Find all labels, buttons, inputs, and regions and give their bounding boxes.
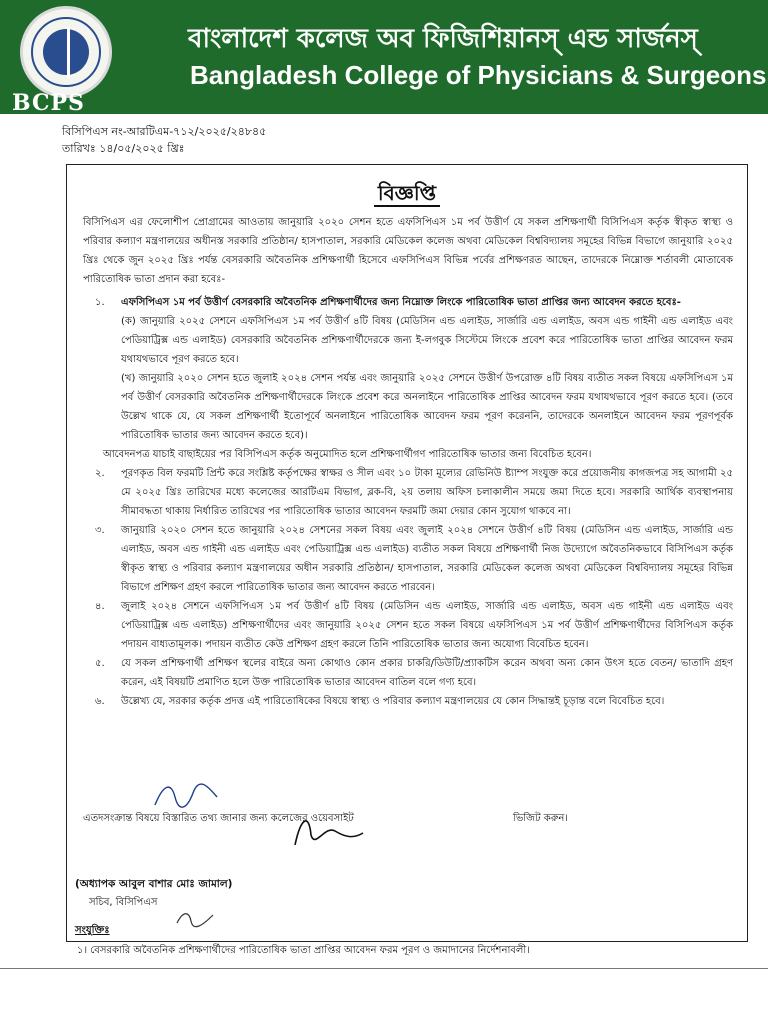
notice-item [83, 521, 733, 597]
item-text: পূরণকৃত বিল ফরমটি প্রিন্ট করে সংশ্লিষ্ট কর্তৃপক্ষের স্বাক্ষর ও সীল এবং ১০ টাকা মূল্যের রেভিনিউ ষ্ট্যাম্প সংযুক্ত করে প্রয়োজনীয় কাগজপত্র সহ আগামী ২৫ মে ২০২৫ খ্রিঃ তারিখের মধ্যে কলেজের আরটিএম বিভাগ, ব্লক-বি, ২য় তলায় অফিস চলাকালীন সময়ে জমা দিতে হবে। সরকারি আর্থিক ব্যবস্থাপনায় সীমাবদ্ধতা থাকায় নির্ধারিত তারিখের পর পারিতোষিক ভাতার আবেদন ফরমটি জমা দেয়ার কোন সুযোগ থাকবে না। [121, 468, 733, 517]
notice-item [83, 597, 733, 654]
item-text: জানুয়ারি ২০২০ সেশন হতে জানুয়ারি ২০২৪ সেশনের সকল বিষয় এবং জুলাই ২০২৪ সেশনে উত্তীর্ণ ৪টি বিষয় (মেডিসিন এন্ড এলাইড, সার্জারি এন্ড এলাইড, অবস এন্ড গাইনী এন্ড এলাইড এবং পেডিয়াট্রিক্স এন্ড এলাইড) ব্যতীত সকল বিষয়ে প্রশিক্ষণার্থী নিজ উদ্যোগে অবৈতনিকভাবে বিসিপিএস কর্তৃক স্বীকৃত স্বাস্থ্য ও পরিবার কল্যাণ মন্ত্রণালয়ের অধীন সরকারি প্রতিষ্ঠান/ হাসপাতাল, সরকারি মেডিকেল কলেজ অথবা মেডিকেল বিশ্ববিদ্যালয় সমূহের বিভিন্ন বিভাগে প্রশিক্ষণ গ্রহণ করলে পারিতোষিক ভাতার জন্য আবেদন করতে পারবেন। [121, 525, 733, 593]
item-number: ১. [95, 297, 105, 308]
notice-item [83, 654, 733, 692]
item-text: উল্লেখ্য যে, সরকার কর্তৃক প্রদত্ত এই পারিতোষিকের বিষয়ে স্বাস্থ্য ও পরিবার কল্যাণ মন্ত্রণালয়ের যে কোন সিদ্ধান্তই চূড়ান্ত বলে বিবেচিত হবে। [121, 696, 665, 707]
verification-note: আবেদনপত্র যাচাই বাছাইয়ের পর বিসিপিএস কর্তৃক অনুমোদিত হলে প্রশিক্ষণার্থীগণ পারিতোষিক ভাতার জন্য বিবেচিত হবেন। [103, 449, 592, 460]
notice-title [67, 179, 747, 212]
signatory-title: সচিব, বিসিপিএস [89, 897, 158, 908]
logo-abbreviation: BCPS [12, 90, 85, 116]
secretary-signature [151, 775, 221, 815]
item-number: ৫. [95, 658, 105, 669]
enclosure-item: ১। বেসরকারি অবৈতনিক প্রশিক্ষণার্থীদের পারিতোষিক ভাতা প্রাপ্তির আবেদন ফরম পূরণ ও জমাদানের নির্দেশনাবলী। [77, 945, 530, 956]
item-number: ৩. [95, 525, 105, 536]
notice-title-text: বিজ্ঞপ্তি [374, 181, 440, 207]
notice-intro: বিসিপিএস এর ফেলোশীপ প্রোগ্রামের আওতায় জানুয়ারি ২০২০ সেশন হতে এফসিপিএস ১ম পর্ব উত্তীর্ণ যে সকল প্রশিক্ষণার্থী বিসিপিএস কর্তৃক স্বীকৃত স্বাস্থ্য ও পরিবার কল্যাণ মন্ত্রণালয়ের অধীনস্ত সরকারি প্রতিষ্ঠান/ হাসপাতাল, সরকারি মেডিকেল কলেজ অথবা মেডিকেল বিশ্ববিদ্যালয় সমূহের বিভিন্ন বিভাগে জানুয়ারি ২০২৫ খ্রিঃ থেকে জুন ২০২৫ খ্রিঃ পর্যন্ত বেসরকারি অবৈতনিক প্রশিক্ষণার্থী হিসেবে এফসিপিএস বিভিন্ন পর্বের প্রশিক্ষণরত আছেন, তাদেরকে নিম্নোক্ত শর্তাবলী মোতাবেক পারিতোষিক ভাতা প্রদান করা হবেঃ- [83, 217, 733, 285]
notice-body [83, 213, 733, 711]
caduceus-icon [67, 27, 70, 79]
enclosure-label: সংযুক্তিঃ [75, 925, 110, 936]
second-signature [287, 805, 367, 855]
college-seal-logo [20, 6, 112, 98]
notice-item [83, 293, 733, 312]
college-name-english: Bangladesh College of Physicians & Surgeons [190, 60, 767, 90]
visit-text: ভিজিট করুন। [513, 813, 568, 824]
website-note: এতদসংক্রান্ত বিষয়ে বিস্তারিত তথ্য জানার জন্য কলেজের ওয়েবসাইট [83, 813, 354, 824]
reference-number: বিসিপিএস নং-আরটিএম-৭১২/২০২৫/২৪৮৪৫ [62, 125, 267, 138]
item-number: ৬. [95, 696, 105, 707]
item-text: জুলাই ২০২৪ সেশনে এফসিপিএস ১ম পর্ব উত্তীর্ণ ৪টি বিষয় (মেডিসিন এন্ড এলাইড, সার্জারি এন্ড এলাইড, অবস এন্ড গাইনী এন্ড এলাইড এবং পেডিয়াট্রিক্স এন্ড এলাইড) প্রশিক্ষণার্থীদের এবং জানুয়ারি ২০২৫ সেশন হতে সকল বিষয়ে এফসিপিএস ১ম পর্ব উত্তীর্ণ প্রশিক্ষণার্থীদের বিসিপিএস কর্তৃক পদায়ন বাধ্যতামূলক। পদায়ন ব্যতীত কেউ প্রশিক্ষণ গ্রহণ করলে তিনি পারিতোষিক ভাতার জন্য অযোগ্য বিবেচিত হবেন। [121, 601, 733, 650]
header-banner [0, 0, 768, 114]
page-divider [0, 968, 768, 969]
sub-item-kha: (খ) জানুয়ারি ২০২০ সেশন হতে জুলাই ২০২৪ সেশন পর্যন্ত এবং জানুয়ারি ২০২৫ সেশনে উত্তীর্ণ উপরোক্ত ৪টি বিষয় ব্যতীত সকল বিষয়ে এফসিপিএস ১ম পর্ব উত্তীর্ণ বেসরকারি অবৈতনিক প্রশিক্ষণার্থীদেরকে লিংকে প্রবেশ করে অনলাইনে পারিতোষিক প্রাপ্তির আবেদন ফরম যথাযথভাবে পূরণ করতে হবে। (তবে উল্লেখ থাকে যে, যে সকল প্রশিক্ষণার্থী ইতোপূর্বে অনলাইনে পারিতোষিক আবেদন ফরম পূরণ করেননি, তাদেরকে অনলাইনে আবেদন ফরম পূরণপূর্বক পারিতোষিক ভাতার জন্য আবেদন করতে হবে)। [121, 373, 733, 441]
notice-item [83, 692, 733, 711]
signatory-name: (অধ্যাপক আবুল বাশার মোঃ জামাল) [75, 878, 233, 890]
notice-date: তারিখঃ ১৪/০৫/২০২৫ খ্রিঃ [62, 142, 185, 155]
notice-box [66, 164, 748, 956]
reference-block [62, 123, 266, 157]
seal-center [43, 29, 89, 75]
item-number: ২. [95, 468, 105, 479]
notice-item [83, 464, 733, 521]
item-text: যে সকল প্রশিক্ষণার্থী প্রশিক্ষণ স্থলের বাইরে অন্য কোথাও কোন প্রকার চাকরি/ডিউটি/প্র্যাকটিস করেন অথবা অন্য কোন উৎস হতে বেতন/ ভাতাদি গ্রহণ করেন, এই বিষয়টি প্রমাণিত হলে উক্ত পারিতোষিক ভাতার আবেদন বাতিল বলে গণ্য হবে। [121, 658, 733, 688]
item-text: এফসিপিএস ১ম পর্ব উত্তীর্ণ বেসরকারি অবৈতনিক প্রশিক্ষণার্থীদের জন্য নিম্নোক্ত লিংকে পারিতোষিক ভাতা প্রাপ্তির জন্য আবেদন করতে হবেঃ- [121, 297, 681, 308]
initial-mark [175, 907, 215, 929]
item-number: ৪. [95, 601, 105, 612]
college-name-bengali: বাংলাদেশ কলেজ অব ফিজিশিয়ানস্ এন্ড সার্জনস্ [188, 24, 698, 54]
sub-item-ka: (ক) জানুয়ারি ২০২৫ সেশনে এফসিপিএস ১ম পর্ব উত্তীর্ণ ৪টি বিষয় (মেডিসিন এন্ড এলাইড, সার্জারি এন্ড এলাইড, অবস এন্ড গাইনী এন্ড এলাইড এবং পেডিয়াট্রিক্স এন্ড এলাইড) বেসরকারি অবৈতনিক প্রশিক্ষণার্থীদেরকে জন্য ই-লগবুক সিস্টেমে লিংকে প্রবেশ করে পারিতোষিক ভাতা প্রাপ্তির আবেদন ফরম যথাযথভাবে পূরণ করতে হবে। [121, 316, 733, 365]
